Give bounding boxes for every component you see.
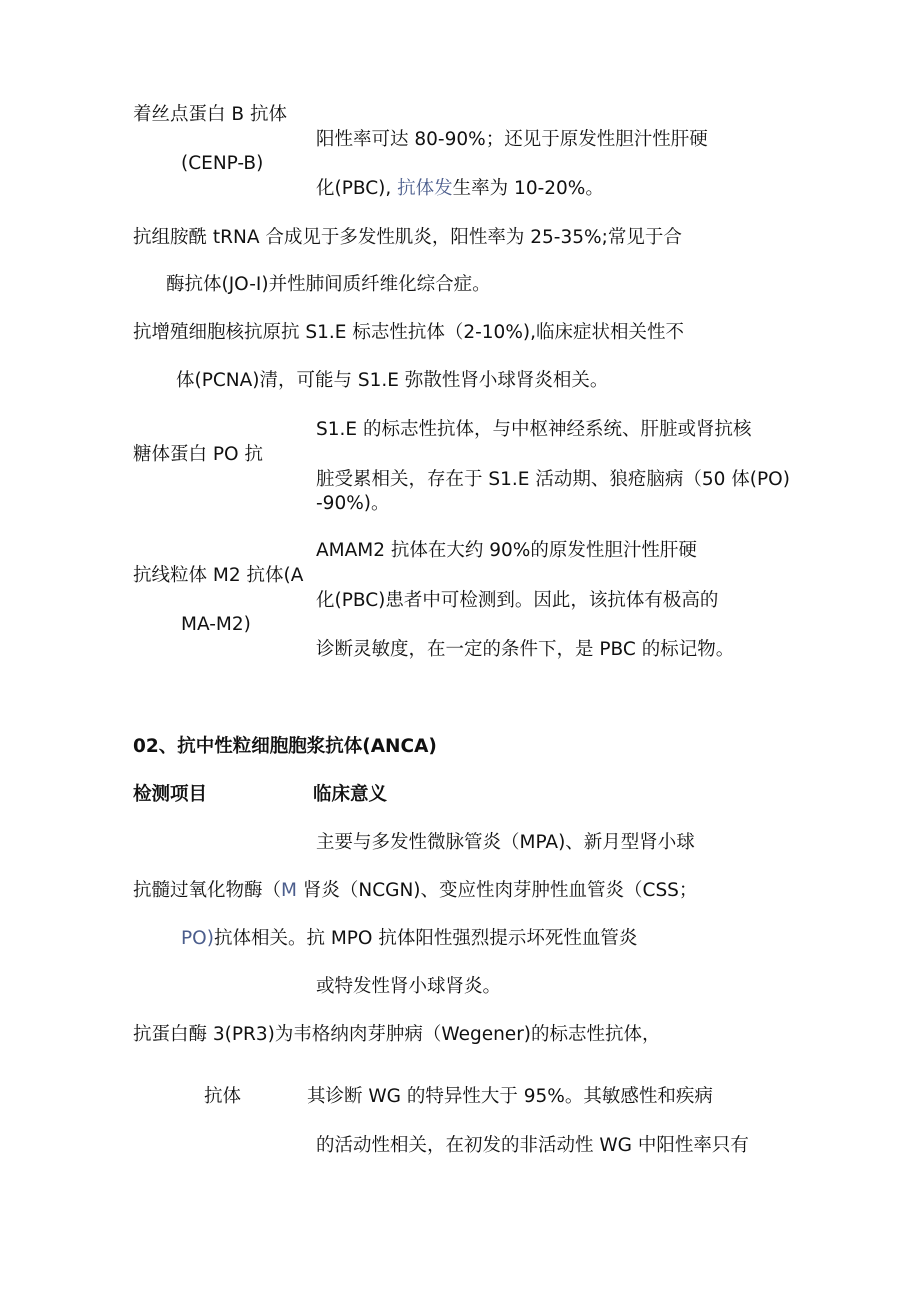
cenpb-desc-line1: 阳性率可达 80-90%；还见于原发性胆汁性肝硬 [316,129,708,150]
pcna-line2: 体(PCNA)清，可能与 S1.E 弥散性肾小球肾炎相关。 [176,370,609,391]
mpo-desc-line1: 主要与多发性微脉管炎（MPA)、新月型肾小球 [316,832,695,853]
mpo-desc-line2: 肾炎（NCGN)、变应性肉芽肿性血管炎（CSS； [302,880,698,901]
po-name-line1: 糖体蛋白 PO 抗 [133,444,263,465]
jo1-line1: 抗组胺酰 tRNA 合成见于多发性肌炎，阳性率为 25-35%;常见于合 [133,227,682,248]
jo1-line2: 酶抗体(JO-I)并性肺间质纤维化综合症。 [166,274,491,295]
amam2-name-line1: 抗线粒体 M2 抗体(A [133,565,304,586]
pr3-line1: 抗蛋白酶 3(PR3)为韦格纳肉芽肿病（Wegener)的标志性抗体， [133,1024,661,1045]
header-clinical-significance: 临床意义 [313,784,388,805]
amam2-desc-line2: 化(PBC)患者中可检测到。因此，该抗体有极高的 [316,590,719,611]
po-desc-line1: S1.E 的标志性抗体，与中枢神经系统、肝脏或肾抗核 [316,419,752,440]
cenpb-name-line2: (CENP-B) [181,153,264,174]
cenpb-desc-line2-c: 生率为 10-20%。 [452,178,604,199]
header-test-item: 检测项目 [133,784,208,805]
po-desc-line2: 脏受累相关，存在于 S1.E 活动期、狼疮脑病（50 体(PO) [316,469,790,490]
mpo-desc-line4: 或特发性肾小球肾炎。 [316,976,502,997]
pr3-desc-line2: 其诊断 WG 的特异性大于 95%。其敏感性和疾病 [307,1086,713,1107]
mpo-line2 [133,880,697,902]
mpo-desc-line3: 抗体相关。抗 MPO 抗体阳性强烈提示坏死性血管炎 [213,928,638,949]
pr3-name-line2: 抗体 [204,1086,242,1107]
amam2-desc-line3: 诊断灵敏度，在一定的条件下，是 PBC 的标记物。 [316,639,735,660]
cenpb-desc-line2-highlight: 抗体发 [397,178,453,199]
mpo-line3 [181,928,637,950]
pcna-line1: 抗增殖细胞核抗原抗 S1.E 标志性抗体（2-10%),临床症状相关性不 [133,322,685,343]
mpo-name-part3: PO) [181,928,214,949]
amam2-name-line2: MA-M2) [181,614,251,635]
amam2-desc-line1: AMAM2 抗体在大约 90%的原发性胆汁性肝硬 [316,540,697,561]
section-title: 02、抗中性粒细胞胞浆抗体(ANCA) [133,736,437,757]
cenpb-desc-line2-a: 化(PBC), [316,178,392,199]
po-desc-line3: -90%)。 [316,493,390,514]
mpo-name-part2: M [281,880,297,901]
pr3-desc-line3: 的活动性相关，在初发的非活动性 WG 中阳性率只有 [316,1135,749,1156]
cenpb-name-line1: 着丝点蛋白 B 抗体 [133,104,287,125]
mpo-name-part1: 抗髓过氧化物酶（ [133,880,282,901]
cenpb-desc-line2 [316,178,604,200]
